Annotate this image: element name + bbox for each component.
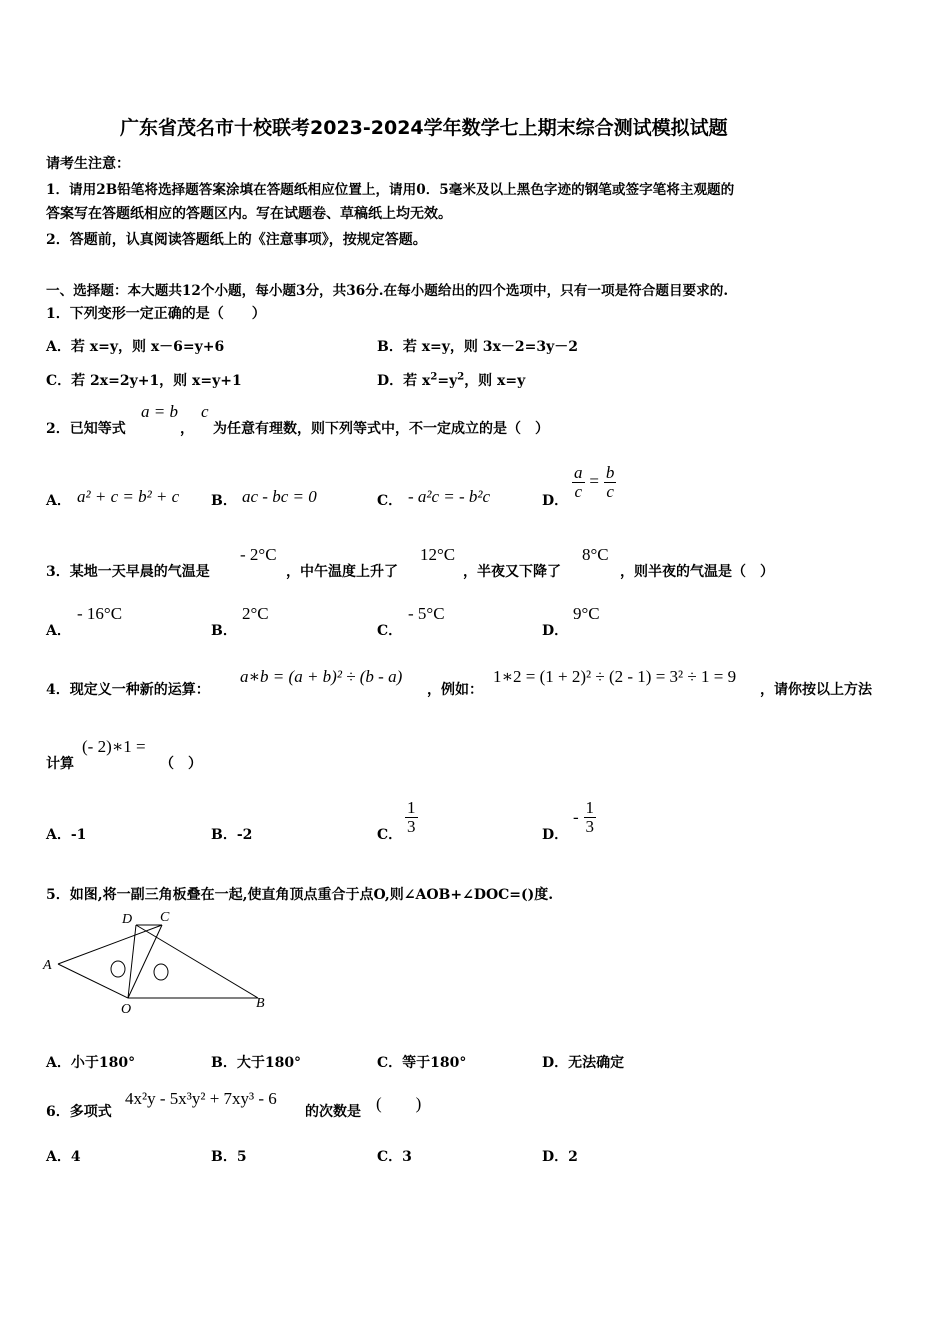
q6-option-a: A．4 [46,1149,81,1165]
label-o: O [121,1002,132,1017]
notice-line-1a: 1．请用2B铅笔将选择题答案涂填在答题纸相应位置上，请用0．5毫米及以上黑色字迹的钢笔或签字笔将主观题的 [46,182,735,198]
q6-option-c: C．3 [377,1149,412,1165]
q5-option-b: B．大于180° [211,1055,302,1071]
q3-option-c-label: C． [377,623,403,639]
q4-paren: （ ） [160,756,202,772]
q2-option-c: - a²c = - b²c [408,487,491,506]
q3-temp-morning: - 2°C [240,545,277,564]
q2-option-b: ac - bc = 0 [242,487,317,506]
q3-stem-d: ，则半夜的气温是（ ） [620,564,774,580]
q3-option-b-label: B． [211,623,237,639]
q2-option-d-label: D． [542,493,569,509]
q2-option-d: $\frac{a}{c}$ = $\frac{b}{c}$ [574,463,615,501]
q6-option-d: D．2 [542,1149,578,1165]
q3-temp-rise: 12°C [420,545,456,564]
q6-polynomial: 4x²y - 5x³y² + 7xy³ - 6 [125,1089,277,1108]
q4-option-d-label: D． [542,827,569,843]
q4-expression: (- 2)∗1 = [82,737,146,756]
q2-option-a: a² + c = b² + c [77,487,180,506]
q6-stem-a: 6．多项式 [46,1104,112,1120]
q4-option-b: B．-2 [211,827,253,843]
page-title: 广东省茂名市十校联考2023-2024学年数学七上期末综合测试模拟试题 [120,117,728,139]
label-b: B [256,996,265,1011]
q4-option-d: - $\frac{1}{3}$ [573,798,595,836]
label-d: D [122,912,133,927]
q2-option-c-label: C． [377,493,403,509]
q5-triangle-figure [40,905,280,1020]
q5-option-a: A．小于180° [46,1055,136,1071]
q6-option-b: B．5 [211,1149,247,1165]
label-a: A [43,958,52,973]
label-c: C [160,910,170,925]
q3-stem-c: ，半夜又下降了 [463,564,561,580]
q3-option-d-label: D． [542,623,569,639]
segment-ao [58,964,128,998]
q2-stem-a: 2．已知等式 [46,421,126,437]
angle-mark-2 [154,964,168,980]
q5-option-d: D．无法确定 [542,1055,625,1071]
q3-option-d: 9°C [573,604,600,623]
q6-stem-b: 的次数是 [305,1104,361,1120]
q3-temp-drop: 8°C [582,545,609,564]
q3-option-b: 2°C [242,604,269,623]
angle-mark-1 [111,961,125,977]
q2-equation: a = b [141,402,178,421]
q1-option-a: A．若 x=y，则 x－6=y+6 [46,339,225,355]
q4-example: 1∗2 = (1 + 2)² ÷ (2 - 1) = 3² ÷ 1 = 9 [493,667,737,686]
q4-stem-c: ，请你按以上方法 [760,682,872,698]
q4-option-c-label: C． [377,827,403,843]
q4-stem-a: 4．现定义一种新的运算： [46,682,210,698]
q2-comma: ， [180,421,194,437]
notice-line-2: 2．答题前，认真阅读答题纸上的《注意事项》，按规定答题。 [46,232,427,248]
section-heading: 一、选择题：本大题共12个小题，每小题3分，共36分.在每小题给出的四个选项中，只有一项是符合题目要求的. [46,283,729,299]
q4-option-c: $\frac{1}{3}$ [407,798,416,836]
notice-heading: 请考生注意： [46,156,130,172]
q4-calc: 计算 [46,756,74,772]
q4-option-a: A．-1 [46,827,87,843]
q3-stem-a: 3．某地一天早晨的气温是 [46,564,210,580]
q2-stem-b: 为任意有理数，则下列等式中，不一定成立的是（ ） [213,421,549,437]
q1-option-b: B．若 x=y，则 3x－2=3y－2 [377,339,578,355]
q3-option-a-label: A． [46,623,71,639]
notice-line-1b: 答案写在答题纸相应的答题区内。写在试题卷、草稿纸上均无效。 [46,206,452,222]
q3-option-c: - 5°C [408,604,445,623]
q6-paren: ( ) [376,1094,422,1113]
q2-option-b-label: B． [211,493,237,509]
q3-option-a: - 16°C [77,604,123,623]
q3-stem-b: ，中午温度上升了 [286,564,398,580]
q1-option-c: C．若 2x=2y+1，则 x=y+1 [46,373,242,389]
q4-definition: a∗b = (a + b)² ÷ (b - a) [240,667,403,686]
q4-stem-b: ，例如： [427,682,483,698]
segment-db [136,925,258,998]
q2-option-a-label: A． [46,493,71,509]
q1-stem: 1．下列变形一定正确的是（ ） [46,306,266,322]
q1-option-d: D．若 $x^2=y^2$，则 x=y [377,371,526,389]
q5-stem: 5．如图,将一副三角板叠在一起,使直角顶点重合于点O,则∠AOB+∠DOC=()度. [46,887,554,903]
q5-option-c: C．等于180° [377,1055,467,1071]
q2-variable-c: c [201,402,209,421]
